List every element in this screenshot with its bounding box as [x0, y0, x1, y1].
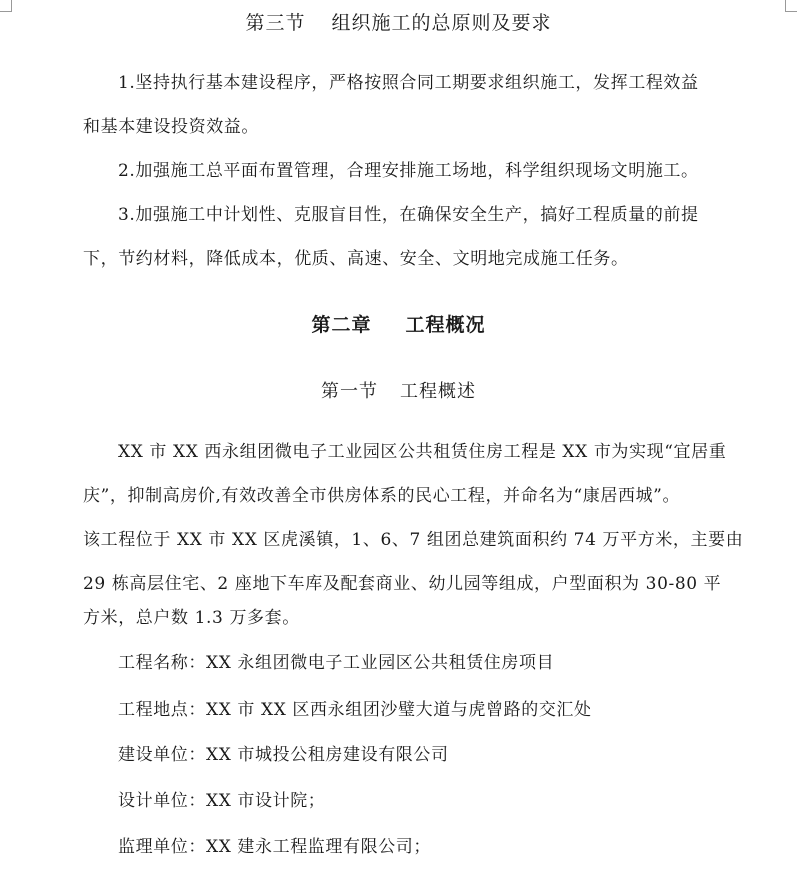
- project-location: 工程地点：XX 市 XX 区西永组团沙璧大道与虎曾路的交汇处: [118, 700, 592, 720]
- section3-item-3-line-1: 3.加强施工中计划性、克服盲目性，在确保安全生产，搞好工程质量的前提: [118, 205, 699, 225]
- overview-line-2: 庆”，抑制高房价,有效改善全市供房体系的民心工程，并命名为“康居西城”。: [83, 486, 681, 506]
- section1-number: 第一节: [321, 381, 378, 402]
- project-builder: 建设单位：XX 市城投公租房建设有限公司: [118, 745, 449, 765]
- section3-heading: [0, 13, 797, 33]
- project-supervisor: 监理单位：XX 建永工程监理有限公司；: [118, 837, 432, 857]
- section3-number: 第三节: [245, 12, 306, 34]
- section3-item-1-line-1: 1.坚持执行基本建设程序，严格按照合同工期要求组织施工，发挥工程效益: [118, 73, 699, 93]
- section3-item-2-line-1: 2.加强施工总平面布置管理，合理安排施工场地，科学组织现场文明施工。: [118, 161, 699, 181]
- section3-title: 组织施工的总原则及要求: [331, 12, 552, 34]
- overview-line-1: XX 市 XX 西永组团微电子工业园区公共租赁住房工程是 XX 市为实现“宜居重: [118, 442, 727, 462]
- chapter2-number: 第二章: [311, 314, 372, 336]
- chapter2-heading: [0, 315, 797, 335]
- overview-line-3: 该工程位于 XX 市 XX 区虎溪镇，1、6、7 组团总建筑面积约 74 万平方米，主要由: [83, 530, 744, 550]
- chapter2-title: 工程概况: [405, 314, 486, 336]
- project-name: 工程名称：XX 永组团微电子工业园区公共租赁住房项目: [118, 653, 555, 673]
- section1-heading: [0, 382, 797, 402]
- section3-item-1-line-2: 和基本建设投资效益。: [83, 117, 259, 137]
- overview-line-4: 29 栋高层住宅、2 座地下车库及配套商业、幼儿园等组成，户型面积为 30-80 平: [83, 574, 722, 594]
- section1-title: 工程概述: [400, 381, 476, 402]
- section3-item-3-line-2: 下，节约材料，降低成本，优质、高速、安全、文明地完成施工任务。: [83, 249, 629, 269]
- project-designer: 设计单位：XX 市设计院；: [118, 791, 326, 811]
- overview-line-5: 方米，总户数 1.3 万多套。: [83, 608, 300, 628]
